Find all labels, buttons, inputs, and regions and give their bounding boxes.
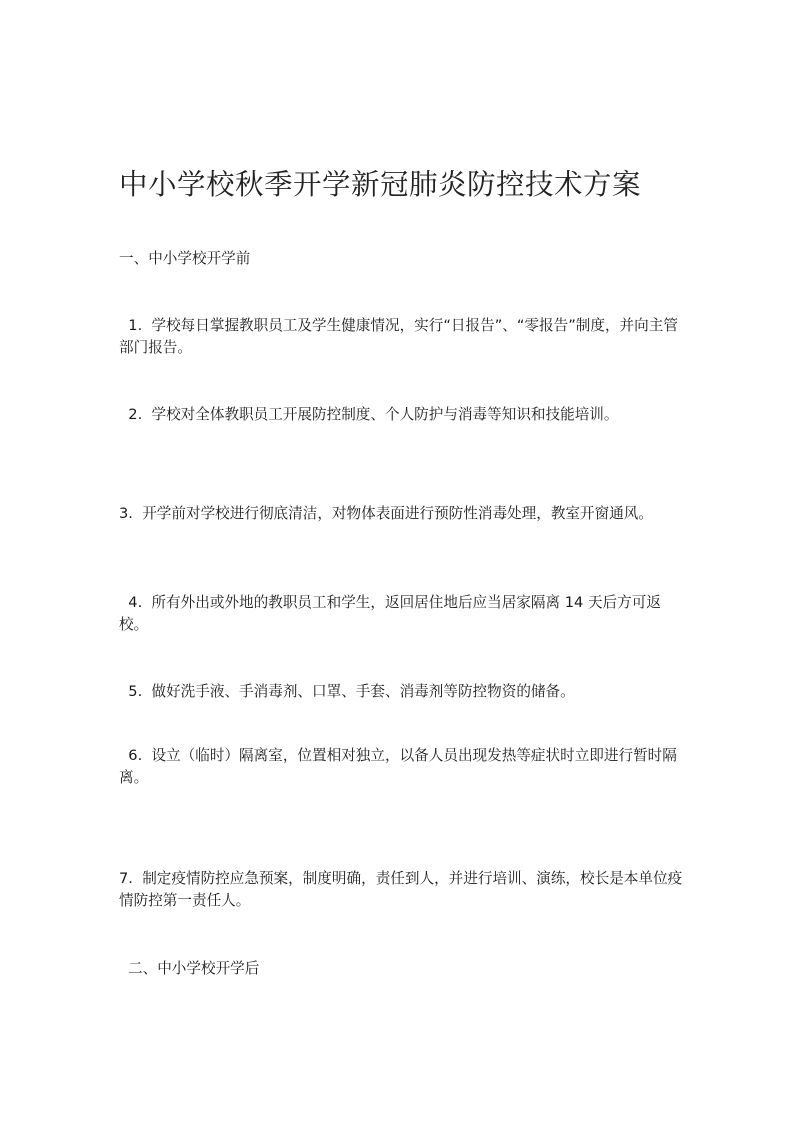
list-item-2: 2. 学校对全体教职员工开展防控制度、个人防护与消毒等知识和技能培训。 xyxy=(119,406,619,423)
list-item-7: 7. 制定疫情防控应急预案，制度明确，责任到人，并进行培训、演练，校长是本单位疫情防控第一责任人。 xyxy=(119,870,683,909)
list-item-6: 6. 设立（临时）隔离室，位置相对独立，以备人员出现发热等症状时立即进行暂时隔离。 xyxy=(119,747,677,786)
list-item-5: 5. 做好洗手液、手消毒剂、口罩、手套、消毒剂等防控物资的储备。 xyxy=(119,683,575,700)
list-item-3: 3. 开学前对学校进行彻底清洁，对物体表面进行预防性消毒处理，教室开窗通风。 xyxy=(119,505,653,522)
document-title: 中小学校秋季开学新冠肺炎防控技术方案 xyxy=(119,168,642,201)
section-heading-before-school: 一、中小学校开学前 xyxy=(119,250,251,267)
list-item-4: 4. 所有外出或外地的教职员工和学生，返回居住地后应当居家隔离 14 天后方可返校。 xyxy=(119,594,661,633)
section-heading-after-school: 二、中小学校开学后 xyxy=(128,960,260,977)
list-item-1: 1. 学校每日掌握教职员工及学生健康情况，实行“日报告”、“零报告”制度，并向主管部门报告。 xyxy=(119,317,678,356)
